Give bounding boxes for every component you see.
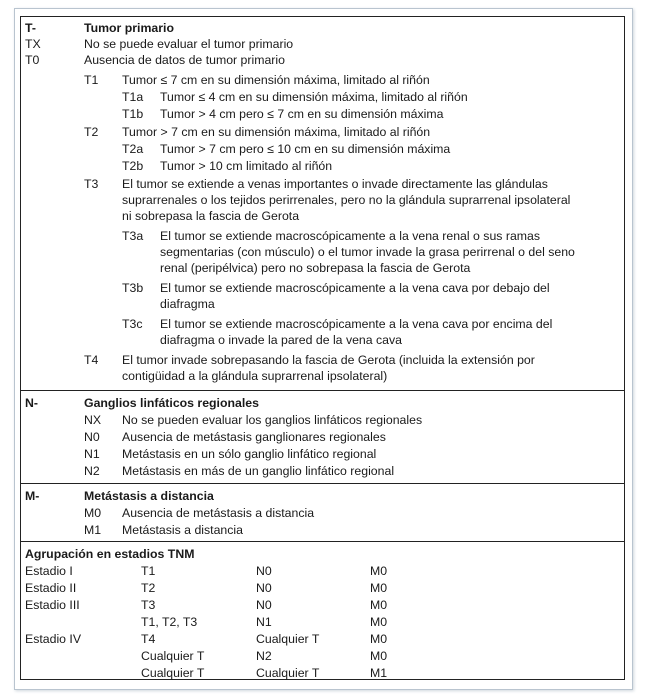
t2a-text: Tumor > 7 cm pero ≤ 10 cm en su dimensión máxima bbox=[160, 142, 451, 156]
t3c-code: T3c bbox=[122, 317, 143, 331]
t1-code: T1 bbox=[84, 73, 99, 87]
n2-text: Metástasis en más de un ganglio linfático regional bbox=[122, 464, 395, 478]
t1a-code: T1a bbox=[122, 90, 144, 104]
t3b-code: T3b bbox=[122, 281, 144, 295]
t3c-text-line: diafragma o invade la pared de la vena cava bbox=[160, 333, 402, 347]
stage-t: Cualquier T bbox=[141, 649, 205, 663]
t1a-text: Tumor ≤ 4 cm en su dimensión máxima, limitado al riñón bbox=[160, 90, 468, 104]
nx-text: No se pueden evaluar los ganglios linfáticos regionales bbox=[122, 413, 423, 427]
stage-t: T1 bbox=[141, 564, 156, 578]
t4-text-line: contigüidad a la glándula suprarrenal ipsolateral) bbox=[122, 369, 388, 383]
t0-code: T0 bbox=[25, 53, 40, 67]
t2-code: T2 bbox=[84, 125, 99, 139]
n0-text: Ausencia de metástasis ganglionares regionales bbox=[122, 430, 386, 444]
stage-n: N0 bbox=[256, 564, 272, 578]
stage-t: T2 bbox=[141, 581, 156, 595]
t-section-title: Tumor primario bbox=[84, 21, 174, 35]
stage-t: T1, T2, T3 bbox=[141, 615, 198, 629]
n-section-title: Ganglios linfáticos regionales bbox=[84, 396, 259, 410]
stage-n: N0 bbox=[256, 598, 272, 612]
t3-text-line: El tumor se extiende a venas importantes o invade directamente las glándulas bbox=[122, 177, 548, 191]
stage-label: Estadio II bbox=[25, 581, 77, 595]
t-section-code: T- bbox=[25, 21, 36, 35]
t3a-text-line: El tumor se extiende macroscópicamente a la vena renal o sus ramas bbox=[160, 229, 541, 243]
stage-m: M1 bbox=[370, 666, 388, 680]
m-section-title: Metástasis a distancia bbox=[84, 489, 214, 503]
stage-t: Cualquier T bbox=[141, 666, 205, 680]
t1b-code: T1b bbox=[122, 107, 144, 121]
t3-text-line: suprarrenales o los tejidos perirrenales, pero no la glándula suprarrenal ipsolateral bbox=[122, 193, 571, 207]
t4-code: T4 bbox=[84, 353, 99, 367]
stage-n: Cualquier T bbox=[256, 632, 320, 646]
t2a-code: T2a bbox=[122, 142, 144, 156]
tx-code: TX bbox=[25, 37, 41, 51]
tx-text: No se puede evaluar el tumor primario bbox=[84, 37, 294, 51]
n-section-code: N- bbox=[25, 396, 38, 410]
stage-t: T3 bbox=[141, 598, 156, 612]
t3a-text-line: segmentarias (con músculo) o el tumor invade la grasa perirrenal o del seno bbox=[160, 245, 575, 259]
stage-label: Estadio I bbox=[25, 564, 73, 578]
t3b-text-line: diafragma bbox=[160, 297, 215, 311]
m0-text: Ausencia de metástasis a distancia bbox=[122, 506, 315, 520]
stage-m: M0 bbox=[370, 615, 388, 629]
n-section bbox=[21, 391, 624, 484]
n1-code: N1 bbox=[84, 447, 100, 461]
m-section-code: M- bbox=[25, 489, 40, 503]
t4-text-line: El tumor invade sobrepasando la fascia de Gerota (incluida la extensión por bbox=[122, 353, 535, 367]
t-section bbox=[21, 17, 624, 391]
stage-label: Estadio IV bbox=[25, 632, 82, 646]
tnm-classification-table bbox=[20, 16, 625, 680]
m0-code: M0 bbox=[84, 506, 102, 520]
stage-n: Cualquier T bbox=[256, 666, 320, 680]
stage-n: N0 bbox=[256, 581, 272, 595]
nx-code: NX bbox=[84, 413, 102, 427]
t3a-code: T3a bbox=[122, 229, 144, 243]
n2-code: N2 bbox=[84, 464, 100, 478]
t2b-code: T2b bbox=[122, 159, 144, 173]
t2-text: Tumor > 7 cm en su dimensión máxima, limitado al riñón bbox=[122, 125, 431, 139]
n1-text: Metástasis en un sólo ganglio linfático regional bbox=[122, 447, 377, 461]
t3-text-line: ni sobrepasa la fascia de Gerota bbox=[122, 209, 300, 223]
t2b-text: Tumor > 10 cm limitado al riñón bbox=[160, 159, 333, 173]
t1b-text: Tumor > 4 cm pero ≤ 7 cm en su dimensión máxima bbox=[160, 107, 444, 121]
m-section bbox=[21, 484, 624, 542]
t0-text: Ausencia de datos de tumor primario bbox=[84, 53, 285, 67]
staging-section bbox=[21, 542, 624, 678]
n0-code: N0 bbox=[84, 430, 100, 444]
stage-label: Estadio III bbox=[25, 598, 80, 612]
stage-t: T4 bbox=[141, 632, 156, 646]
stage-m: M0 bbox=[370, 649, 388, 663]
t3-code: T3 bbox=[84, 177, 99, 191]
stage-m: M0 bbox=[370, 598, 388, 612]
stage-m: M0 bbox=[370, 632, 388, 646]
m1-code: M1 bbox=[84, 523, 102, 537]
stage-m: M0 bbox=[370, 564, 388, 578]
t1-text: Tumor ≤ 7 cm en su dimensión máxima, limitado al riñón bbox=[122, 73, 430, 87]
stage-m: M0 bbox=[370, 581, 388, 595]
stage-n: N1 bbox=[256, 615, 272, 629]
t3a-text-line: renal (peripélvica) pero no sobrepasa la fascia de Gerota bbox=[160, 261, 471, 275]
t3b-text-line: El tumor se extiende macroscópicamente a la vena cava por debajo del bbox=[160, 281, 550, 295]
t3c-text-line: El tumor se extiende macroscópicamente a la vena cava por encima del bbox=[160, 317, 553, 331]
staging-title: Agrupación en estadios TNM bbox=[25, 547, 195, 561]
stage-n: N2 bbox=[256, 649, 272, 663]
m1-text: Metástasis a distancia bbox=[122, 523, 243, 537]
